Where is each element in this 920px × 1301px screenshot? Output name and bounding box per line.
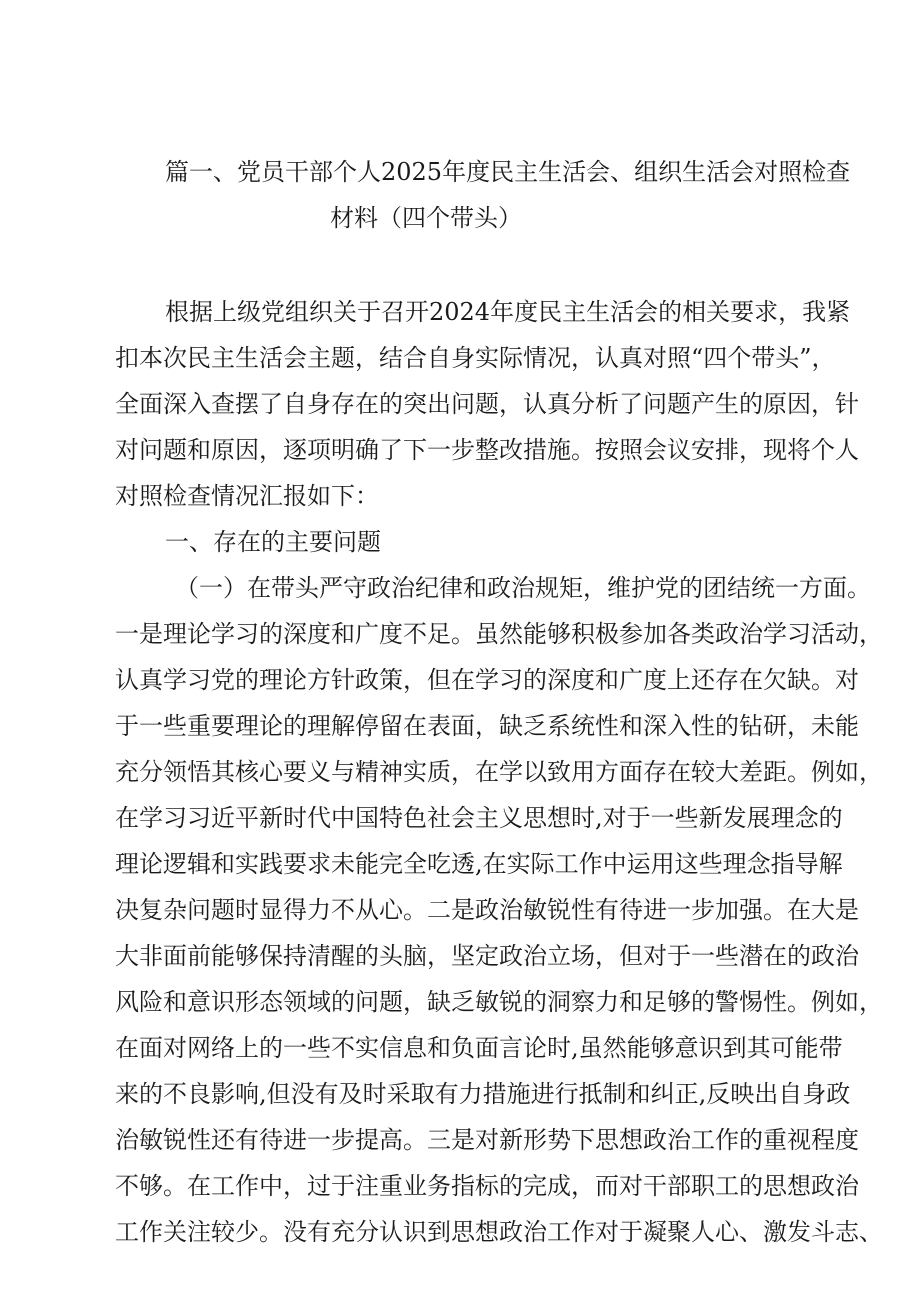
body-line: 在学习习近平新时代中国特色社会主义思想时,对于一些新发展理念的 xyxy=(115,804,843,832)
body-line: 全面深入查摆了自身存在的突出问题，认真分析了问题产生的原因，针 xyxy=(115,390,859,418)
subsection-heading: （一）在带头严守政治纪律和政治规矩，维护党的团结统一方面。 xyxy=(175,574,871,602)
body-line: 扣本次民主生活会主题，结合自身实际情况，认真对照“四个带头”， xyxy=(115,344,836,372)
body-line: 认真学习党的理论方针政策，但在学习的深度和广度上还存在欠缺。对 xyxy=(115,666,859,694)
body-line: 于一些重要理论的理解停留在表面，缺乏系统性和深入性的钻研，未能 xyxy=(115,712,859,740)
body-line: 大非面前能够保持清醒的头脑，坚定政治立场，但对于一些潜在的政治 xyxy=(115,942,859,970)
document-title-line-2: 材料（四个带头） xyxy=(330,204,522,232)
body-line: 在面对网络上的一些不实信息和负面言论时,虽然能够意识到其可能带 xyxy=(115,1034,843,1062)
document-title-line-1: 篇一、党员干部个人2025年度民主生活会、组织生活会对照检查 xyxy=(165,158,851,186)
body-line: 一是理论学习的深度和广度不足。虽然能够积极参加各类政治学习活动， xyxy=(115,620,883,648)
body-line: 不够。在工作中，过于注重业务指标的完成，而对干部职工的思想政治 xyxy=(115,1172,859,1200)
body-line: 风险和意识形态领域的问题，缺乏敏锐的洞察力和足够的警惕性。例如， xyxy=(115,988,883,1016)
body-line: 理论逻辑和实践要求未能完全吃透,在实际工作中运用这些理念指导解 xyxy=(115,850,843,878)
body-line: 对问题和原因，逐项明确了下一步整改措施。按照会议安排，现将个人 xyxy=(115,436,859,464)
section-heading: 一、存在的主要问题 xyxy=(165,528,381,556)
body-line: 根据上级党组织关于召开2024年度民主生活会的相关要求，我紧 xyxy=(165,298,851,326)
body-line: 工作关注较少。没有充分认识到思想政治工作对于凝聚人心、激发斗志、 xyxy=(115,1218,883,1246)
body-line: 治敏锐性还有待进一步提高。三是对新形势下思想政治工作的重视程度 xyxy=(115,1126,859,1154)
body-line: 决复杂问题时显得力不从心。二是政治敏锐性有待进一步加强。在大是 xyxy=(115,896,859,924)
body-line: 来的不良影响,但没有及时采取有力措施进行抵制和纠正,反映出自身政 xyxy=(115,1080,851,1108)
body-line: 对照检查情况汇报如下： xyxy=(115,482,379,510)
body-line: 充分领悟其核心要义与精神实质，在学以致用方面存在较大差距。例如， xyxy=(115,758,883,786)
